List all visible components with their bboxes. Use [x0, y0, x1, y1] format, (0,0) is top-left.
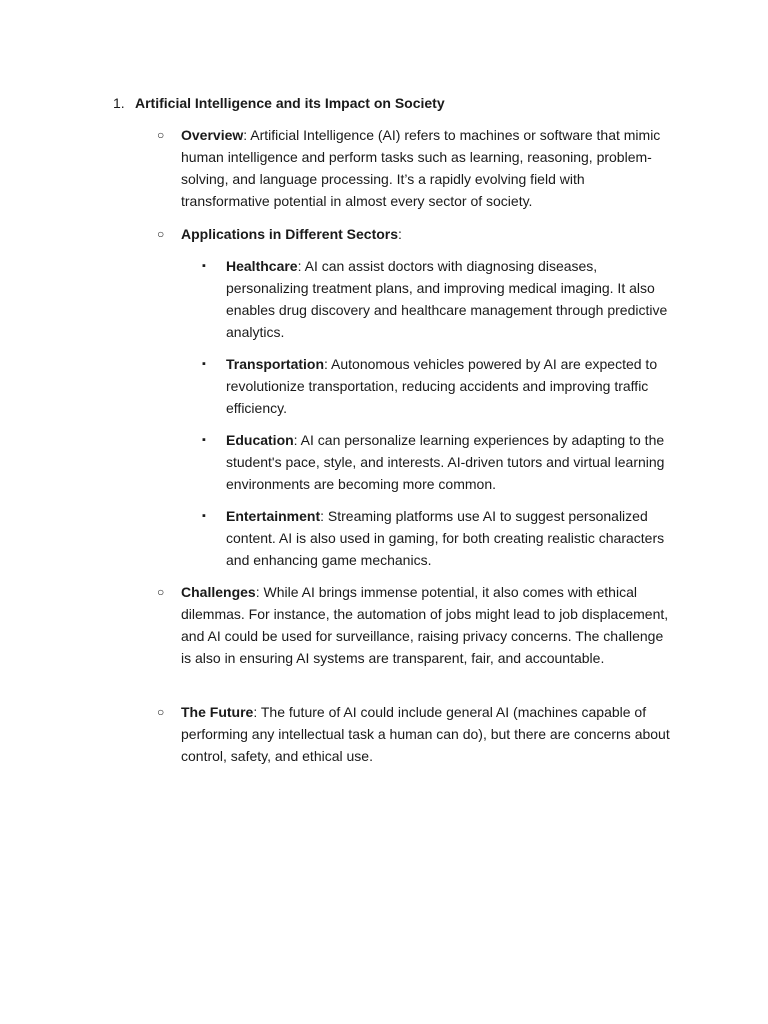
list-item-education — [202, 429, 681, 495]
item-label: Transportation — [226, 356, 325, 372]
item-label: Healthcare — [226, 258, 298, 274]
list-item-applications — [157, 223, 676, 245]
list-number: 1. — [113, 95, 125, 111]
list-item-transportation — [202, 353, 681, 419]
item-label: Overview — [181, 127, 244, 143]
item-text: : While AI brings immense potential, it also comes with ethical dilemmas. For instance, the automation of jobs might lead to job displacement, and AI could be used for surveillance, raising privacy concerns. The challenge is also in ensuring AI systems are transparent, fair, and accountable. — [181, 584, 669, 666]
item-label: Challenges — [181, 584, 256, 600]
list-item-entertainment — [202, 505, 681, 571]
list-item-the-future — [157, 701, 676, 767]
item-text: : AI can assist doctors with diagnosing diseases, personalizing treatment plans, and improving medical imaging. It also enables drug discovery and healthcare management through predictive analytics. — [226, 258, 668, 340]
item-text: : Autonomous vehicles powered by AI are expected to revolutionize transportation, reducing accidents and improving traffic efficiency. — [226, 356, 658, 416]
list-item-challenges — [157, 581, 676, 669]
square-bullet-icon: ▪ — [202, 434, 206, 446]
hollow-circle-bullet-icon: ○ — [157, 705, 165, 719]
item-text: : Streaming platforms use AI to suggest personalized content. AI is also used in gaming, for both creating realistic characters and enhancing game mechanics. — [226, 508, 665, 568]
item-label: Entertainment — [226, 508, 321, 524]
list-item-overview — [157, 124, 676, 212]
item-text: : — [398, 226, 402, 242]
square-bullet-icon: ▪ — [202, 260, 206, 272]
square-bullet-icon: ▪ — [202, 510, 206, 522]
item-label: The Future — [181, 704, 254, 720]
hollow-circle-bullet-icon: ○ — [157, 585, 165, 599]
item-text: : Artificial Intelligence (AI) refers to machines or software that mimic human intelligence and perform tasks such as learning, reasoning, problem-solving, and language processing. It’s a rapidly evolving field with transformative potential in almost every sector of society. — [181, 127, 661, 209]
list-item-healthcare — [202, 255, 681, 343]
hollow-circle-bullet-icon: ○ — [157, 128, 165, 142]
item-text: : AI can personalize learning experiences by adapting to the student's pace, style, and interests. AI-driven tutors and virtual learning environments are becoming more common. — [226, 432, 665, 492]
item-label: Applications in Different Sectors — [181, 226, 399, 242]
square-bullet-icon: ▪ — [202, 358, 206, 370]
item-text: : The future of AI could include general AI (machines capable of performing any intellectual task a human can do), but there are concerns about control, safety, and ethical use. — [181, 704, 670, 764]
heading-title: Artificial Intelligence and its Impact on Society — [135, 95, 445, 111]
hollow-circle-bullet-icon: ○ — [157, 227, 165, 241]
section-heading — [113, 92, 673, 114]
item-label: Education — [226, 432, 294, 448]
